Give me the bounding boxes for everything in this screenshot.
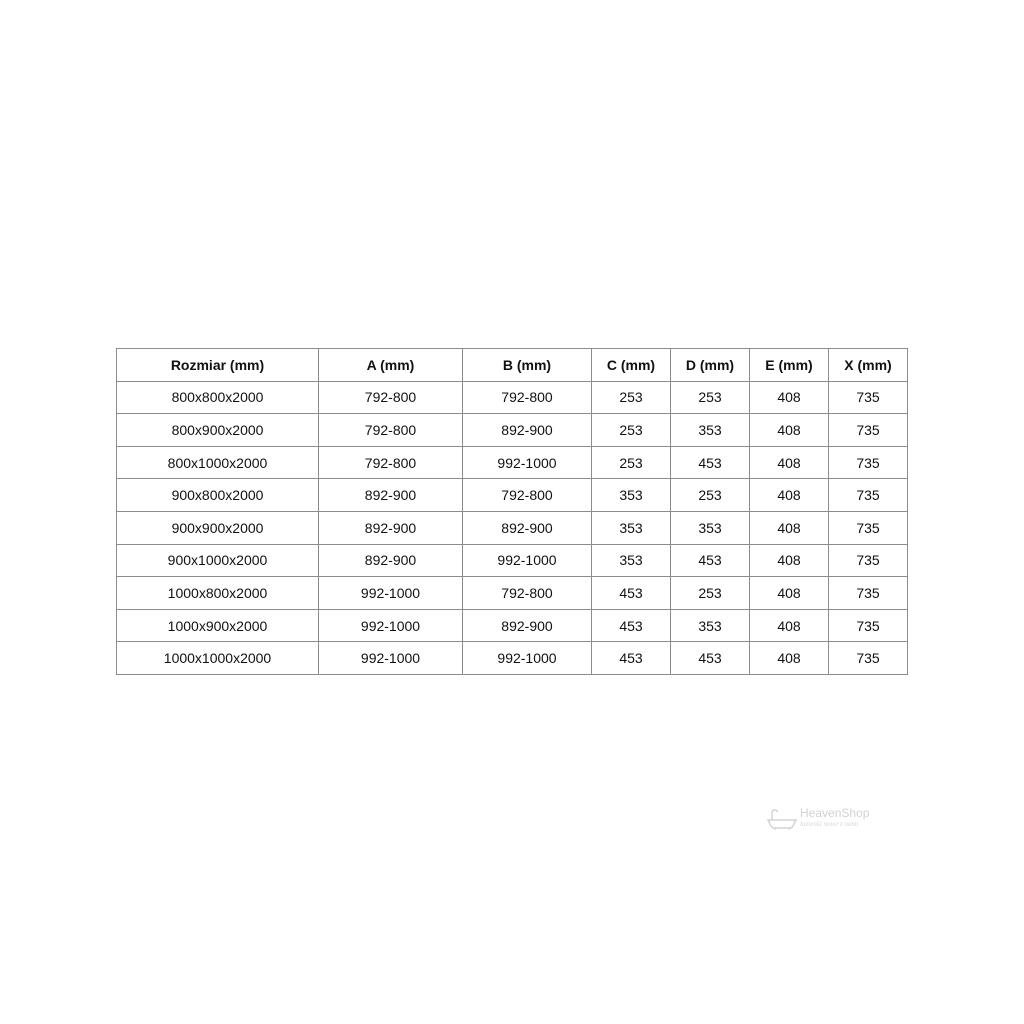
table-row [117,381,908,414]
cell-c: 353 [592,479,671,512]
cell-c: 253 [592,381,671,414]
cell-x: 735 [829,414,908,447]
cell-x: 735 [829,642,908,675]
cell-b: 992-1000 [463,544,592,577]
table-row [117,446,908,479]
cell-a: 992-1000 [319,642,463,675]
cell-rozmiar: 800x900x2000 [117,414,319,447]
table-row [117,479,908,512]
cell-c: 353 [592,544,671,577]
cell-d: 453 [671,544,750,577]
cell-a: 792-800 [319,414,463,447]
cell-d: 253 [671,381,750,414]
cell-b: 792-800 [463,381,592,414]
cell-x: 735 [829,544,908,577]
cell-e: 408 [750,479,829,512]
cell-c: 453 [592,609,671,642]
cell-e: 408 [750,544,829,577]
header-d: D (mm) [671,349,750,382]
cell-rozmiar: 800x1000x2000 [117,446,319,479]
cell-b: 892-900 [463,511,592,544]
cell-d: 253 [671,577,750,610]
dimensions-table [116,348,908,675]
cell-d: 353 [671,609,750,642]
cell-a: 992-1000 [319,609,463,642]
cell-x: 735 [829,479,908,512]
header-e: E (mm) [750,349,829,382]
table-row [117,414,908,447]
cell-b: 792-800 [463,479,592,512]
cell-rozmiar: 900x900x2000 [117,511,319,544]
cell-c: 453 [592,577,671,610]
cell-e: 408 [750,609,829,642]
watermark-brand-name: HeavenShop [800,806,870,820]
watermark-tagline: łazienki nowe z nami [800,820,859,828]
table-row [117,544,908,577]
cell-x: 735 [829,381,908,414]
cell-a: 892-900 [319,479,463,512]
cell-b: 892-900 [463,414,592,447]
cell-a: 992-1000 [319,577,463,610]
header-c: C (mm) [592,349,671,382]
cell-c: 253 [592,414,671,447]
cell-x: 735 [829,511,908,544]
cell-a: 892-900 [319,544,463,577]
cell-a: 892-900 [319,511,463,544]
table-row [117,511,908,544]
cell-e: 408 [750,381,829,414]
table-header-row [117,349,908,382]
cell-rozmiar: 1000x1000x2000 [117,642,319,675]
header-x: X (mm) [829,349,908,382]
cell-e: 408 [750,577,829,610]
table-row [117,642,908,675]
cell-x: 735 [829,609,908,642]
cell-x: 735 [829,577,908,610]
cell-rozmiar: 800x800x2000 [117,381,319,414]
cell-b: 892-900 [463,609,592,642]
cell-e: 408 [750,414,829,447]
cell-b: 992-1000 [463,446,592,479]
table-row [117,577,908,610]
cell-a: 792-800 [319,446,463,479]
cell-d: 453 [671,642,750,675]
cell-b: 792-800 [463,577,592,610]
header-rozmiar: Rozmiar (mm) [117,349,319,382]
cell-b: 992-1000 [463,642,592,675]
cell-rozmiar: 1000x900x2000 [117,609,319,642]
header-a: A (mm) [319,349,463,382]
cell-e: 408 [750,446,829,479]
cell-x: 735 [829,446,908,479]
cell-rozmiar: 900x800x2000 [117,479,319,512]
cell-d: 453 [671,446,750,479]
heavenshop-watermark [766,806,876,832]
bathtub-icon [766,808,798,830]
header-b: B (mm) [463,349,592,382]
cell-e: 408 [750,511,829,544]
cell-a: 792-800 [319,381,463,414]
table-row [117,609,908,642]
cell-d: 353 [671,511,750,544]
cell-c: 353 [592,511,671,544]
cell-c: 453 [592,642,671,675]
cell-rozmiar: 1000x800x2000 [117,577,319,610]
cell-rozmiar: 900x1000x2000 [117,544,319,577]
cell-c: 253 [592,446,671,479]
cell-e: 408 [750,642,829,675]
cell-d: 353 [671,414,750,447]
cell-d: 253 [671,479,750,512]
